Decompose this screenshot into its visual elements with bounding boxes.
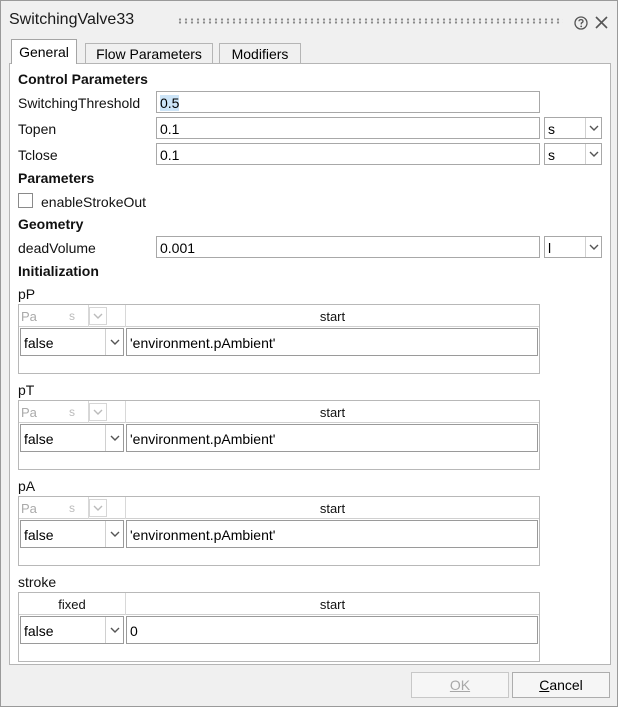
tab-general[interactable]	[11, 39, 77, 64]
stroke-label: stroke	[18, 574, 57, 590]
topen-label: Topen	[18, 121, 57, 137]
pT-label: pT	[18, 382, 35, 398]
cancel-button[interactable]: Cancel	[512, 672, 610, 698]
help-icon[interactable]	[574, 16, 588, 30]
chevron-down-icon	[89, 499, 107, 517]
section-initialization: Initialization	[18, 263, 99, 279]
pP-fixed-value: false	[24, 335, 54, 351]
start-column-header: start	[319, 405, 346, 420]
title-bar[interactable]	[1, 1, 617, 35]
stroke-fixed-value: false	[24, 623, 54, 639]
general-panel	[9, 63, 611, 665]
table-header	[19, 497, 539, 519]
window-title: SwitchingValve33	[9, 11, 135, 28]
chevron-down-icon[interactable]	[105, 329, 123, 355]
pT-fixed-value: false	[24, 431, 54, 447]
pT-fixed-select[interactable]	[20, 424, 124, 452]
dead-volume-input[interactable]: 0.001	[156, 236, 540, 258]
pP-table	[18, 304, 540, 374]
pP-fixed-select[interactable]	[20, 328, 124, 356]
drag-grip[interactable]	[177, 18, 563, 24]
start-column-header: start	[319, 597, 346, 612]
chevron-down-icon	[89, 307, 107, 325]
tab-modifiers[interactable]	[219, 43, 301, 63]
chevron-down-icon	[89, 403, 107, 421]
tab-modifiers-label: Modifiers	[231, 46, 289, 62]
dead-volume-unit-value: l	[548, 240, 552, 256]
tclose-input[interactable]: 0.1	[156, 143, 540, 165]
section-geometry: Geometry	[18, 216, 84, 232]
tclose-unit-select[interactable]	[544, 143, 602, 165]
close-icon[interactable]	[595, 16, 608, 29]
pT-unit-header: Pa s	[19, 401, 89, 423]
dead-volume-unit-select[interactable]	[544, 236, 602, 258]
pA-label: pA	[18, 478, 36, 494]
pP-start-input[interactable]: 'environment.pAmbient'	[126, 328, 538, 356]
pP-unit-header: Pa s	[19, 305, 89, 327]
tab-flow-parameters-label: Flow Parameters	[96, 46, 202, 62]
section-parameters: Parameters	[18, 170, 95, 186]
table-header	[19, 401, 539, 423]
table-header	[19, 593, 539, 615]
dead-volume-label: deadVolume	[18, 240, 96, 256]
ok-button[interactable]: OK	[411, 672, 509, 698]
pA-start-input[interactable]: 'environment.pAmbient'	[126, 520, 538, 548]
tclose-unit-value: s	[548, 147, 555, 163]
enable-stroke-out-checkbox[interactable]	[18, 193, 33, 208]
chevron-down-icon[interactable]	[105, 425, 123, 451]
switching-threshold-input[interactable]: 0.5	[156, 91, 540, 113]
pA-fixed-value: false	[24, 527, 54, 543]
stroke-table	[18, 592, 540, 662]
topen-unit-value: s	[548, 121, 555, 137]
tab-general-label: General	[19, 44, 69, 60]
tclose-label: Tclose	[18, 147, 58, 163]
section-control-parameters: Control Parameters	[18, 71, 148, 87]
chevron-down-icon[interactable]	[585, 237, 601, 257]
start-column-header: start	[319, 501, 346, 516]
pT-start-input[interactable]: 'environment.pAmbient'	[126, 424, 538, 452]
pA-unit-header: Pa s	[19, 497, 89, 519]
stroke-fixed-select[interactable]	[20, 616, 124, 644]
topen-input[interactable]: 0.1	[156, 117, 540, 139]
pT-table	[18, 400, 540, 470]
chevron-down-icon[interactable]	[585, 144, 601, 164]
fixed-column-header: fixed	[58, 597, 86, 612]
pA-table	[18, 496, 540, 566]
chevron-down-icon[interactable]	[105, 617, 123, 643]
chevron-down-icon[interactable]	[105, 521, 123, 547]
pP-label: pP	[18, 286, 36, 302]
pA-fixed-select[interactable]	[20, 520, 124, 548]
stroke-start-input[interactable]: 0	[126, 616, 538, 644]
enable-stroke-out-label: enableStrokeOut	[41, 194, 147, 210]
tab-flow-parameters[interactable]	[85, 43, 213, 63]
start-column-header: start	[319, 309, 346, 324]
table-header	[19, 305, 539, 327]
chevron-down-icon[interactable]	[585, 118, 601, 138]
switching-threshold-label: SwitchingThreshold	[18, 95, 141, 111]
topen-unit-select[interactable]	[544, 117, 602, 139]
